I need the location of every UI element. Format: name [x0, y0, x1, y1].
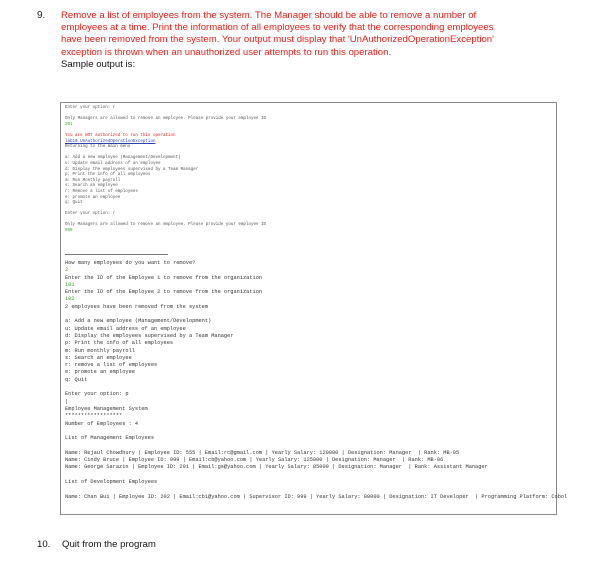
- console-line: 101: [65, 281, 75, 288]
- task-line: have been removed from the system. Your output must display that 'UnAuthorizedOperationException': [61, 34, 494, 46]
- console-line: 102: [65, 296, 75, 303]
- console-line: List of Management Employees: [65, 435, 155, 442]
- console-line: 999: [65, 229, 73, 234]
- console-line: ******************: [65, 413, 123, 420]
- console-line: Number of Employees : 4: [65, 420, 139, 427]
- task-line: Remove a list of employees from the system. The Manager should be able to remove a number of: [61, 10, 477, 21]
- console-line: a: Add a new employee (Management/Development): [65, 156, 181, 161]
- task-line: employees at a time. Print the information of all employees to verify that the corresponding employees: [61, 22, 494, 34]
- console-line: [65, 472, 553, 479]
- console-line: Employee Management System: [65, 405, 148, 412]
- console-line: [65, 442, 553, 449]
- console-line: 2: [65, 267, 69, 274]
- instruction-item-10: [37, 539, 156, 550]
- sample-output-label: Sample output is:: [61, 58, 136, 70]
- console-line: [65, 311, 553, 318]
- console-line: Enter the ID of the Employee 1 to remove from the organization: [65, 274, 263, 281]
- console-line: Name: Chan Bui | Employee ID: 202 | Email:cb1@yahoo.com | Supervisor ID: 999 | Yearly Salary: 80000 | Designation: IT Developer | Programming Platform: Cobol: [65, 493, 568, 500]
- separator-line: [65, 254, 168, 255]
- console-line: List of Development Employees: [65, 478, 158, 485]
- console-line: u: Update email address of an employee: [65, 325, 186, 332]
- task-line: exception is thrown when an unauthorized user attempts to run this operation.: [61, 46, 392, 58]
- console-line: r: remove a list of employees: [65, 362, 158, 369]
- console-line: e: promote an employee: [65, 369, 135, 376]
- console-line: r: Remove a list of employees: [65, 189, 138, 194]
- console-line: Only Managers are allowed to remove an employee. Please provide your employee ID: [65, 117, 267, 122]
- console-output-panel: [60, 102, 568, 515]
- console-screenshot-block: [65, 106, 385, 252]
- console-line: Enter your option: r: [65, 106, 116, 110]
- console-line: How many employees do you want to remove?: [65, 260, 196, 266]
- console-line: s: Search an employee: [65, 184, 118, 189]
- console-line: d: Display the employees supervised by a Team Manager: [65, 167, 199, 172]
- console-line: 2 employees have been removed from the system: [65, 303, 209, 310]
- console-line: q: Quit: [65, 201, 83, 206]
- console-line: [65, 486, 553, 493]
- console-line: lab10.UnAuthorizedOperationException: [65, 139, 156, 144]
- console-line: Only Managers are allowed to remove an employee. Please provide your employee ID: [65, 223, 267, 228]
- console-line: Enter your option: r: [65, 212, 116, 217]
- console-line: Name: George Sarazin | Employee ID: 201 | Email:gs@yahoo.com | Yearly Salary: 85000 | Designation: Manager | Rank: Assistant Manager: [65, 464, 488, 471]
- task-description: [61, 10, 557, 59]
- console-line: q: Quit: [65, 376, 88, 383]
- console-log-block: [65, 260, 568, 501]
- console-line: s: Search an employee: [65, 354, 132, 361]
- console-line: Enter your option: p: [65, 391, 129, 398]
- console-line: d: Display the employees supervised by a Team Manager: [65, 332, 234, 339]
- console-line: p: Print the info of all employees: [65, 340, 174, 347]
- item-number: 10.: [37, 539, 51, 550]
- instruction-item-9: [37, 10, 557, 71]
- console-line: [65, 384, 553, 391]
- console-line: p: Print the info of all employees: [65, 173, 151, 178]
- console-line: Returning to the main menu: [65, 145, 131, 150]
- console-line: m: Run monthly payroll: [65, 347, 135, 354]
- console-line: Name: Cindy Bruce | Employee ID: 999 | Email:cb@yahoo.com | Yearly Salary: 125000 | Designation: Manager | Rank: MB-06: [65, 457, 444, 464]
- console-line: Name: Rejaul Chowdhury | Employee ID: 555 | Email:rc@gmail.com | Yearly Salary: 120000 | Designation: Manager | Rank: MB-05: [65, 449, 460, 456]
- console-line: u: Update email address of an employee: [65, 161, 161, 166]
- console-line: [65, 428, 553, 435]
- console-line: a: Add a new employee (Management/Development): [65, 318, 212, 325]
- item-text: Quit from the program: [62, 539, 156, 550]
- console-line: e: promote an employee: [65, 195, 121, 200]
- console-line: Enter the ID of the Employee 2 to remove from the organization: [65, 289, 263, 296]
- console-line: 201: [65, 122, 73, 127]
- console-line: |: [65, 398, 69, 405]
- item-number: 9.: [37, 10, 46, 21]
- console-line: m: Run Monthly payroll: [65, 178, 121, 183]
- console-line: You are NOT authorized to run this operation: [65, 133, 176, 138]
